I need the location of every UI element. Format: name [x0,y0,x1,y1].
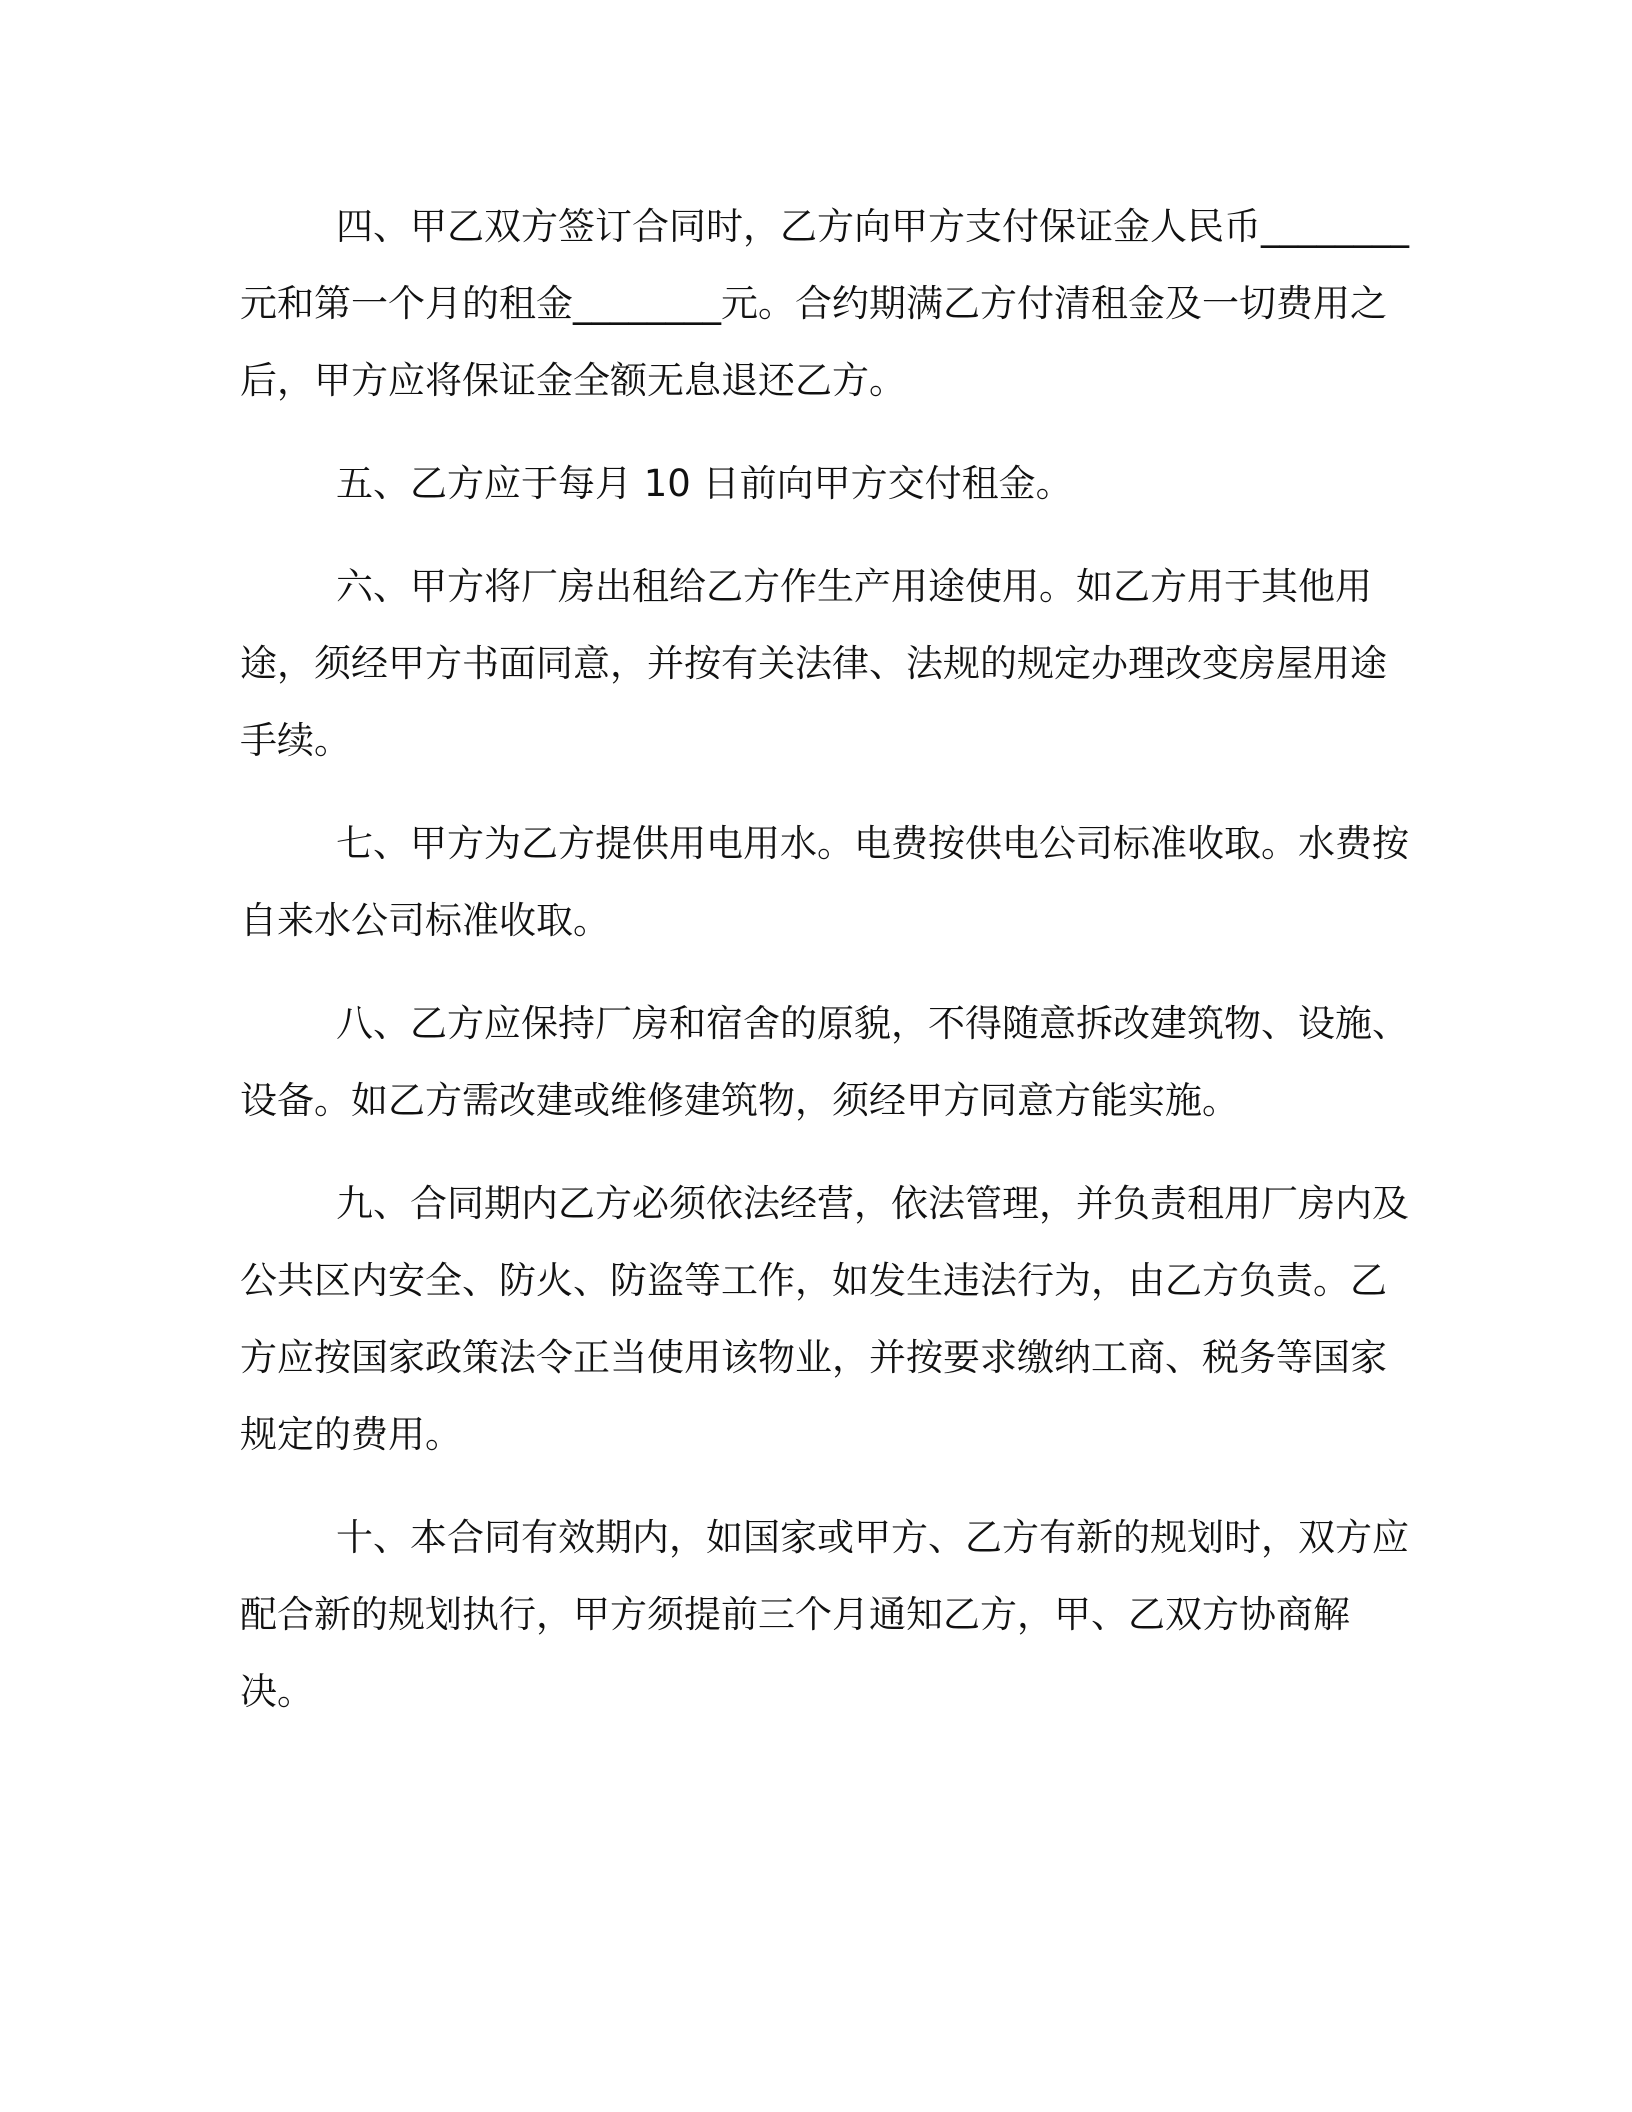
clause-9: 九、合同期内乙方必须依法经营，依法管理，并负责租用厂房内及公共区内安全、防火、防盗等工作，如发生违法行为，由乙方负责。乙方应按国家政策法令正当使用该物业，并按要求缴纳工商、税务等国家规定的费用。 [240,1182,1409,1456]
clause-5: 五、乙方应于每月 10 日前向甲方交付租金。 [336,462,1073,505]
clause-10: 十、本合同有效期内，如国家或甲方、乙方有新的规划时，双方应配合新的规划执行，甲方须提前三个月通知乙方，甲、乙双方协商解决。 [240,1516,1409,1713]
clause-8: 八、乙方应保持厂房和宿舍的原貌，不得随意拆改建筑物、设施、设备。如乙方需改建或维修建筑物，须经甲方同意方能实施。 [240,1002,1409,1122]
clause-6: 六、甲方将厂房出租给乙方作生产用途使用。如乙方用于其他用途，须经甲方书面同意，并按有关法律、法规的规定办理改变房屋用途手续。 [240,565,1387,762]
contract-body [240,188,1420,1756]
clause-4: 四、甲乙双方签订合同时，乙方向甲方支付保证金人民币________元和第一个月的租金________元。合约期满乙方付清租金及一切费用之后，甲方应将保证金全额无息退还乙方。 [240,205,1409,402]
clause-7: 七、甲方为乙方提供用电用水。电费按供电公司标准收取。水费按自来水公司标准收取。 [240,822,1409,942]
